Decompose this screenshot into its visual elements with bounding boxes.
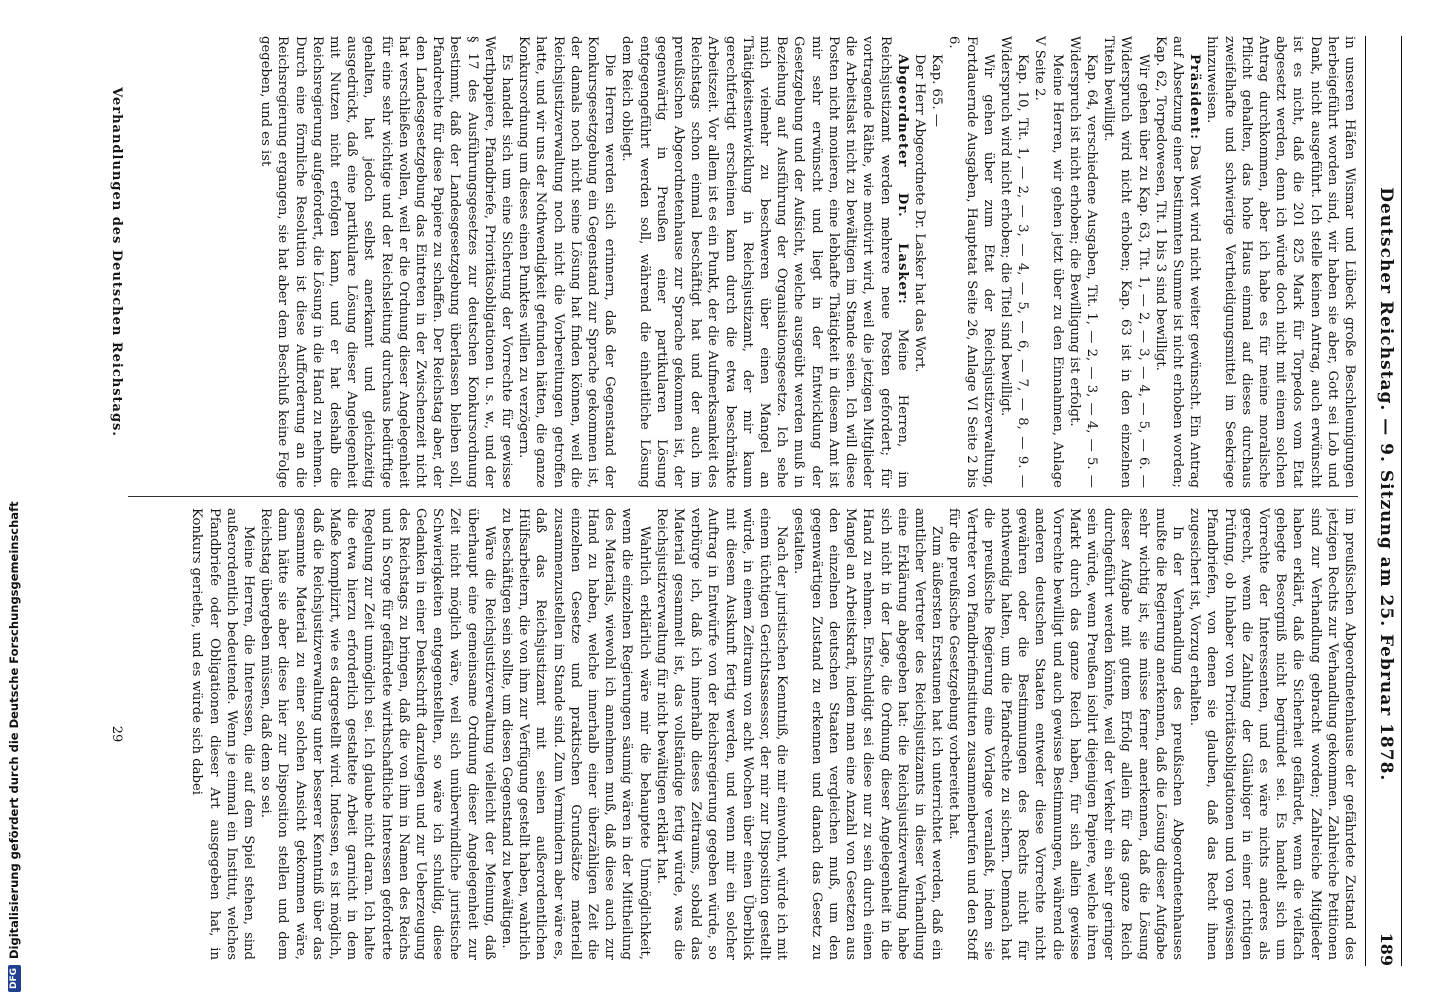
page-number: 189 (1377, 932, 1396, 966)
paragraph-text: Wir gehen über zum Etat der Reichsjustizverwaltung, Fortdauernde Ausgaben, Hauptetat Seite 26, Anlage VI Seite 2 bis 6. (946, 36, 996, 488)
paragraph (1031, 36, 1065, 488)
paragraph (618, 36, 910, 488)
digitization-text: Digitalisierung gefördert durch die Deutsche Forschungsgemeinschaft (7, 501, 21, 959)
paragraph (997, 36, 1031, 488)
paragraph (1186, 508, 1358, 960)
paragraph (257, 36, 515, 488)
paragraph-text: im preußischen Abgeordnetenhause der gefährdete Zustand des jetzigen Rechts zur Verhandlung gekommen. Zahlreiche Petitionen sind zur Verhandlung gebracht worden; Zahlreiche Mitglieder haben erklärt, daß die Sicherheit gefährdet, wenn die vielfach gehegte Besorgniß nicht begründet sei. Es handelt sich um Vorrechte der Interessenten, und es wäre nichts anderes als gerecht, wenn die Zahlung der Gläubiger in einer richtigen Prüfung, ob Inhaber von Prioritätsobligationen und von gewissen Pfandbriefen, von denen sie glauben, daß das Recht ihnen zugesichert ist, Vorzug erhalten. (1187, 508, 1357, 960)
header-rule-bottom (1365, 36, 1366, 966)
paragraph-text: Kap. 65. — (929, 54, 945, 127)
paragraph-text: Nach der juristischen Kenntniß, die mir einwohnt, würde ich mit einem tüchtigen Gerichtsassessor, der mir zur Disposition gestellt würde, in einem Zeitraum von acht Wochen über einen Überblick mit diesem Auskunft fertig werden, und wenn mir ein solcher Auftrag in Entwürfe von der Reichsregierung gegeben würde, so verbürge ich, daß ich innerhalb dieses Zeitraums, sobald das Material gesammelt ist, das vollständige fertig würde, was die Reichsjustizverwaltung für nicht bewältigen erklärt hat. (653, 508, 790, 960)
paragraph-text: Wäre die Reichsjustizverwaltung vielleicht der Meinung, daß überhaupt eine gemeinsame Ordnung dieser Angelegenheit zur Zeit nicht möglich wäre, weil sich unüberwindliche juristische Schwierigkeiten entgegenstellten, so wäre ich schuldig, diese Gedanken in einer Denkschrift darzulegen und zur Ueberzeugung des Reichstags zu bringen, daß die von ihm in Namen des Reichs und in Sorge für gefährdete wirthschaftliche Interessen geforderte Regelung zur Zeit unmöglich sei. Ich glaube nicht daran. Ich halte die etwa hierzu erforderlich gestaltete Arbeit garnicht in dem Maße komplizirt, wie es dargestellt wird. Indessen, es ist möglich, daß die Reichsjustizverwaltung unter besserer Kenntniß über das gesammte Material zu einer solchen Ansicht gekommen wäre, dann hätte sie aber diese hier zur Disposition stellen und dem Reichstag übergeben müssen, daß dem so sei. (258, 508, 497, 960)
paragraph-text: Wir gehen über zu Kap. 63, Tit. 1, — 2, — 3, — 4, — 5, — 6. — Widerspruch wird nicht erhoben; Kap. 63 ist in den einzelnen Titeln bewilligt. (1101, 36, 1151, 488)
scanned-page (66, 0, 1416, 1000)
paragraph (653, 508, 791, 960)
paragraph-text: Meine Herren, wir gehen jetzt über zu den Einnahmen, Anlage V Seite 2. (1032, 36, 1065, 488)
paragraph (945, 36, 997, 488)
paragraph-text: Das Wort wird nicht weiter gewünscht. Ein Antrag auf Absetzung einer bestimmten Summe ist nicht erhoben worden; Kap. 62, Torpedowesen, Tit. 1 bis 3 sind bewilligt. (1152, 36, 1203, 488)
paragraph-text: Zum äußersten Erstaunen hat ich unterrichtet werden, daß ein amtlicher Vertreter des Reichsjustizamts in dieser Verhandlung eine Erklärung abgegeben hat: die Reichsjustizverwaltung habe sich nicht in der Lage, die Ordnung dieser Angelegenheit in die Hand zu nehmen. Entschuldigt sei diese nur zu sein durch einen Mangel an Arbeitskraft, indem man eine Anzahl von Gesetzen aus den einzelnen deutschen Staaten vergleichen muß, um den gegenwärtigen Zustand zu erkennen und danach das Gesetz zu gestalten. (791, 508, 945, 960)
paragraph-text: in unseren Häfen Wismar und Lübeck große Beschleunigungen herbeigeführt worden sind, wir haben sie aber, Gott sei Lob und Dank, nicht ausgeführt. Ich stelle keinen Antrag, auch erwünscht ist es nicht, daß die 201 825 Mark für Torpedos vom Etat abgesetzt werden, denn ich würde doch nicht mit einem solchen Antrag durchkommen, aber ich habe es für meine moralische Pflicht gehalten, das hohe Haus einmal auf dieses durchaus zweifelhafte und schwierige Vertheidigungsmittel im Seekriege hinzuweisen. (1204, 36, 1357, 488)
paragraph (928, 36, 945, 488)
paragraph (1066, 36, 1100, 488)
paragraph (790, 508, 945, 960)
footer-sheet-number: 29 (109, 725, 124, 743)
left-column (128, 36, 1358, 488)
dfg-logo: DFG (8, 965, 21, 992)
digitization-note (6, 420, 22, 992)
right-column (128, 508, 1358, 960)
paragraph (515, 36, 618, 488)
paragraph-text: Meine Herren, die Interessen, die auf dem Spiel stehen, sind außerordentlich bedeutende. Wenn je einmal ein Institut, welches Pfandbriefe oder Obligationen dieser Art ausgegeben hat, in Konkurs geriethe, und es würde sich dabei (189, 508, 256, 960)
paragraph-text: Wahrlich erklärlich wäre mir die behauptete Unmöglichkeit, wenn die einzelnen Regierungen säumig wären in der Mittheilung des Materials, wiewohl ich annehmen muß, daß diese auch zur Hand zu haben, welche innerhalb einer überzähligen Zeit die einzelnen Gesetze und praktischen Grundsätze materiell zusammenzustellen im Stande sind. Zum Vermindern aber wäre es, daß das Reichsjustizamt mit seinen außerordentlichen Hülfsarbeitern, die von ihm zur Verfügung gestellt haben, wahrlich zu beschäftigen sein sollte, um diesen Gegenstand zu bewältigen. (499, 508, 652, 960)
paragraph (257, 508, 498, 960)
paragraph-text: Kap. 64, verschiedene Ausgaben, Tit. 1, — 2, — 3, — 4, — 5. — Widerspruch ist nicht erhoben; die Bewilligung ist erfolgt. (1066, 36, 1099, 488)
column-divider (128, 496, 1358, 497)
paragraph (188, 508, 257, 960)
paragraph (1203, 36, 1358, 488)
paragraph (911, 36, 928, 488)
paragraph (1152, 36, 1204, 488)
page-header (1368, 36, 1396, 966)
paragraph (498, 508, 653, 960)
paragraph-text: Es handelt sich um eine Sicherung der Vorrechte für gewisse Werthpapiere, Pfandbriefe, Prioritätsobligationen u. s. w., und der § 17 des Ausführungsgesetzes zur deutschen Konkursordnung bestimmt, daß der Landesgesetzgebung überlassen bleiben soll, Pfandrechte für diese Papiere zu schaffen. Der Reichstag aber, der den Landesgesetzgebung das Eintreten in der Zwischenzeit nicht hat verschließen wollen, weil er die Ordnung dieser Angelegenheit für eine sehr wichtige und der Reichsleitung durchaus bedürftige gehalten, hat jedoch selbst anerkannt und gleichzeitig ausgedrückt, daß eine partikulare Lösung dieser Angelegenheit mit Nutzen nicht erfolgen kann, und er hat deshalb die Reichsregierung aufgefordert, die Lösung in die Hand zu nehmen. Durch eine förmliche Resolution ist diese Aufforderung an die Reichsregierung ergangen, sie hat aber dem Beschluß keine Folge gegeben, und es ist (258, 36, 515, 488)
paragraph-text: Kap. 10, Tit. 1, — 2, — 3, — 4, — 5, — 6, — 7, — 8, — 9. — Widerspruch wird nicht erhoben; die Titel sind bewilligt. (997, 36, 1031, 488)
page-title: Deutscher Reichstag. — 9. Sitzung am 25. Februar 1878. (1376, 187, 1396, 782)
paragraph-text: Meine Herren, im Reichsjustizamt werden mehrere neue Posten gefordert; für vortragende Räthe, wie motivirt wird, weil die jetzigen Mitglieder die Arbeitslast nicht zu bewältigen im Stande seien. Ich will diese Posten nicht monieren, eine lebhafte Thätigkeit in diesem Amt ist mir sehr erwünscht und liegt in der Entwicklung der Gesetzgebung und der Aufsicht, welche ausgeübt werden muß in Beziehung auf Ausführung der Organisationsgesetze. Ich sehe mich vielmehr zu beschweren über einen Mangel an Thätigkeitsentwicklung in Reichsjustizamt, der mir kaum gerechtfertigt erscheinen kann durch die etwa beschränkte Arbeitszeit. Vor allem ist es ein Punkt, der die Aufmerksamkeit des Reichstags schon einmal beschäftigt hat und der auch im preußischen Abgeordnetenhause zur Sprache gekommen ist, der gegenwärtig in Preußen einer partikularen Lösung entgegengeführt werden soll, während die einheitliche Lösung dem Reich obliegt. (619, 36, 910, 488)
speaker-name: Abgeordneter Dr. Lasker: (894, 54, 910, 305)
paragraph-text: In der Verhandlung des preußischen Abgeordnetenhauses mußte die Regierung anerkennen, daß die Lösung dieser Aufgabe sehr wichtig ist, sie müsse ferner anerkennen, daß die Lösung dieser Aufgabe mit gutem Erfolg allein für das ganze Reich durchgeführt werden könnte, weil der Verkehr ein sehr geringer sein würde, wenn Preußen isolirt diejenigen Papiere, welche ihren Markt durch das ganze Reich haben, für sich allein gewisse Vorrechte bewilligt und auch gewisse Bestimmungen, während die anderen deutschen Staaten entweder diese Vorrechte nicht gewähren oder die Bestimmungen des Rechts nicht für nothwendig halten, um die Pfandrechte zu sichern. Demnach hat die preußische Regierung eine Vorlage veranlaßt, indem sie Vertreter von Pfandbriefinstituten zusammenberufen und den Stoff für die preußische Gesetzgebung vorbereitet hat. (946, 508, 1185, 960)
paragraph-text: Der Herr Abgeordnete Dr. Lasker hat das Wort. (911, 54, 927, 373)
paragraph-text: Die Herren werden sich erinnern, daß der Gegenstand der Konkursgesetzgebung ein Gegenstand zur Sprache gekommen ist, der damals noch nicht seine Lösung hat finden können, weil die Reichsjustizverwaltung noch nicht die Vorbereitungen getroffen hatte, und wir uns der Nothwendigkeit gefunden hätten, die ganze Konkursordnung um dieses einen Punktes willen zu verzögern. (516, 36, 618, 488)
paragraph (945, 508, 1186, 960)
header-rule-top (1401, 36, 1402, 966)
paragraph (1100, 36, 1152, 488)
footer-source: Verhandlungen des Deutschen Reichstags. (109, 87, 124, 437)
speaker-name: Präsident: (1187, 54, 1203, 141)
